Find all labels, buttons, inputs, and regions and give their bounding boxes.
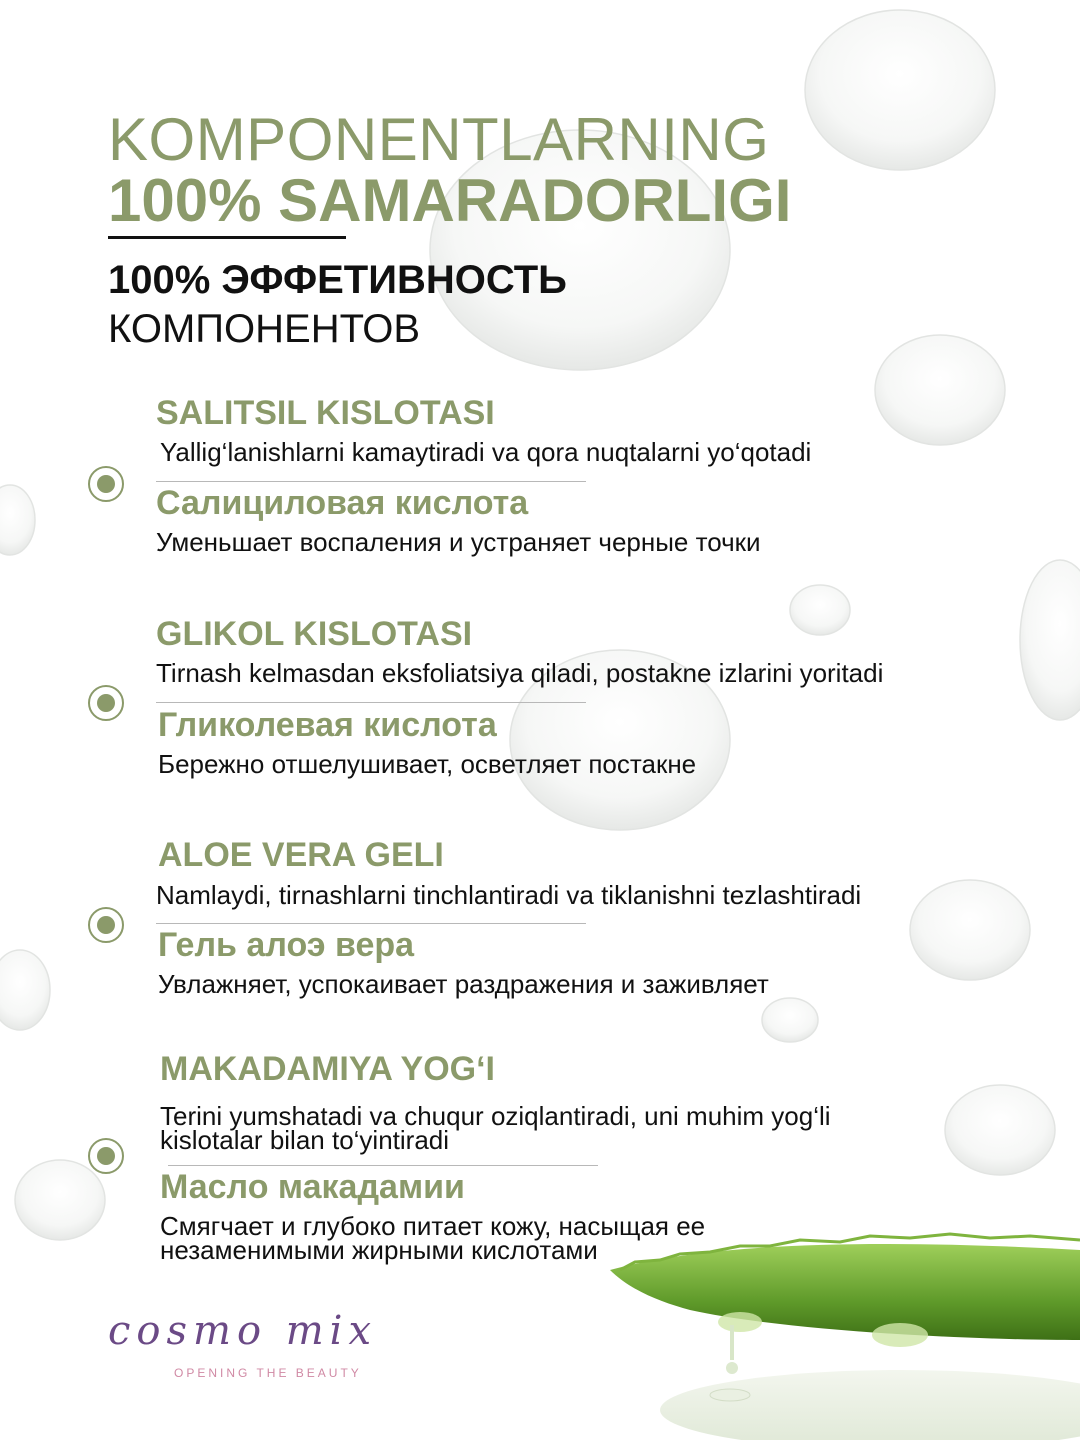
ingredient-uz-desc: Terini yumshatadi va chuqur oziqlantiradi, uni muhim yog‘li kislotalar bilan to‘yintiradi [160,1101,831,1155]
ingredient-ru-title: Салициловая кислота [156,484,529,522]
item-divider [156,923,586,924]
ingredient-uz-title: GLIKOL KISLOTASI [156,615,473,653]
heading-block [108,106,908,355]
ingredient-ru-desc: Бережно отшелушивает, осветляет постакне [158,749,697,779]
ingredient-ru-title: Гликолевая кислота [158,706,497,744]
ingredient-uz-title: ALOE VERA GELI [158,836,444,874]
radio-dot-icon [88,466,124,502]
heading-uz-line1: KOMPONENTLARNING [108,106,770,173]
ingredient-uz-title: MAKADAMIYA YOG‘I [160,1050,496,1088]
brand-tagline: OPENING THE BEAUTY [174,1366,362,1380]
ingredient-ru-desc: Смягчает и глубоко питает кожу, насыщая ее незаменимыми жирными кислотами [160,1211,706,1265]
ingredient-ru-title: Гель алоэ вера [158,926,415,964]
item-divider [168,1165,598,1166]
heading-uz-line2: 100% SAMARADORLIGI [108,167,792,234]
radio-dot-icon [88,1138,124,1174]
brand-logo [108,1308,428,1388]
heading-ru-line1: 100% ЭФФЕТИВНОСТЬ [108,258,567,302]
heading-ru-line2: КОМПОНЕНТОВ [108,307,421,351]
item-divider [156,702,586,703]
ingredient-uz-desc: Namlaydi, tirnashlarni tinchlantiradi va tiklanishni tezlashtiradi [156,880,862,910]
ingredient-uz-desc: Tirnash kelmasdan eksfoliatsiya qiladi, postakne izlarini yoritadi [156,658,884,688]
ingredient-uz-desc: Yallig‘lanishlarni kamaytiradi va qora nuqtalarni yo‘qotadi [160,437,812,467]
brand-name: cosmo mix [108,1308,378,1354]
radio-dot-icon [88,907,124,943]
radio-dot-icon [88,685,124,721]
aloe-leaf-icon [600,1230,1080,1440]
item-divider [156,481,586,482]
ingredient-ru-desc: Увлажняет, успокаивает раздражения и заживляет [158,969,769,999]
ingredient-ru-title: Масло макадамии [160,1168,465,1206]
ingredient-ru-desc: Уменьшает воспаления и устраняет черные точки [156,527,761,557]
heading-underline [108,236,346,239]
ingredient-uz-title: SALITSIL KISLOTASI [156,394,495,432]
